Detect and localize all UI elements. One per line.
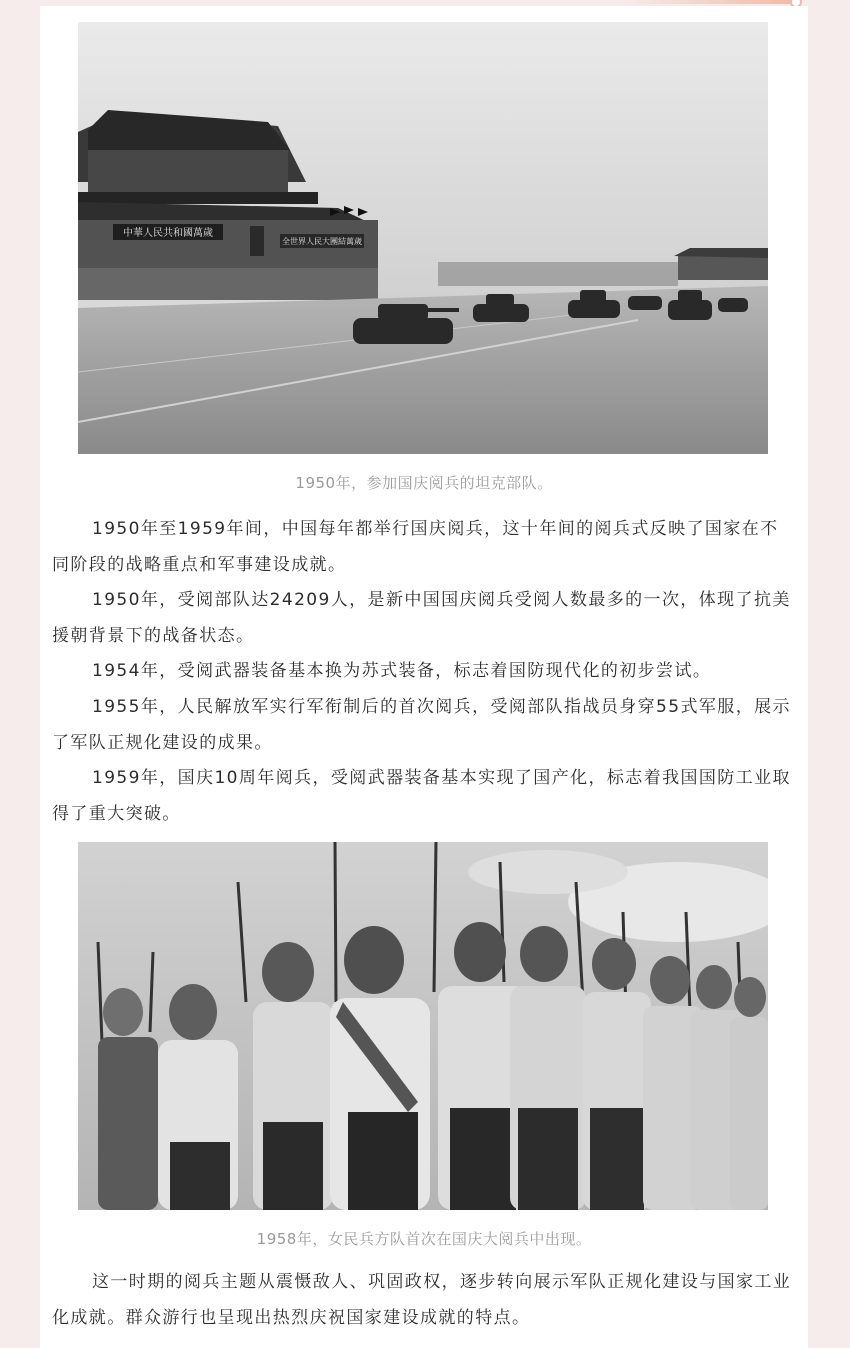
gate-banner-left: 中華人民共和國萬歲 bbox=[123, 228, 213, 239]
gate-banner-right: 全世界人民大團結萬歲 bbox=[282, 237, 362, 246]
tank-parade-photo bbox=[78, 22, 768, 454]
paragraph-3: 1954年，受阅武器装备基本换为苏式装备，标志着国防现代化的初步尝试。 bbox=[92, 661, 712, 681]
women-militia-image bbox=[78, 842, 768, 1210]
women-militia-photo bbox=[78, 842, 768, 1210]
tank-parade-image bbox=[78, 22, 768, 454]
paragraph-1: 1950年至1959年间，中国每年都举行国庆阅兵，这十年间的阅兵式反映了国家在不同阶段的战略重点和军事建设成就。 bbox=[52, 519, 779, 575]
header-decoration-line bbox=[620, 0, 800, 4]
paragraph-5: 1959年，国庆10周年阅兵，受阅武器装备基本实现了国产化，标志着我国国防工业取得了重大突破。 bbox=[52, 768, 791, 824]
closing-paragraph: 这一时期的阅兵主题从震慑敌人、巩固政权，逐步转向展示军队正规化建设与国家工业化成就。群众游行也呈现出热烈庆祝国家建设成就的特点。 bbox=[52, 1272, 792, 1328]
paragraph-2: 1950年，受阅部队达24209人，是新中国国庆阅兵受阅人数最多的一次，体现了抗美援朝背景下的战备状态。 bbox=[52, 590, 791, 646]
paragraph-4: 1955年，人民解放军实行军衔制后的首次阅兵，受阅部队指战员身穿55式军服，展示了军队正规化建设的成果。 bbox=[52, 697, 791, 753]
article-card bbox=[40, 6, 808, 1348]
photo-caption-1: 1950年，参加国庆阅兵的坦克部队。 bbox=[295, 474, 553, 492]
photo-caption-2: 1958年，女民兵方队首次在国庆大阅兵中出现。 bbox=[256, 1230, 592, 1248]
